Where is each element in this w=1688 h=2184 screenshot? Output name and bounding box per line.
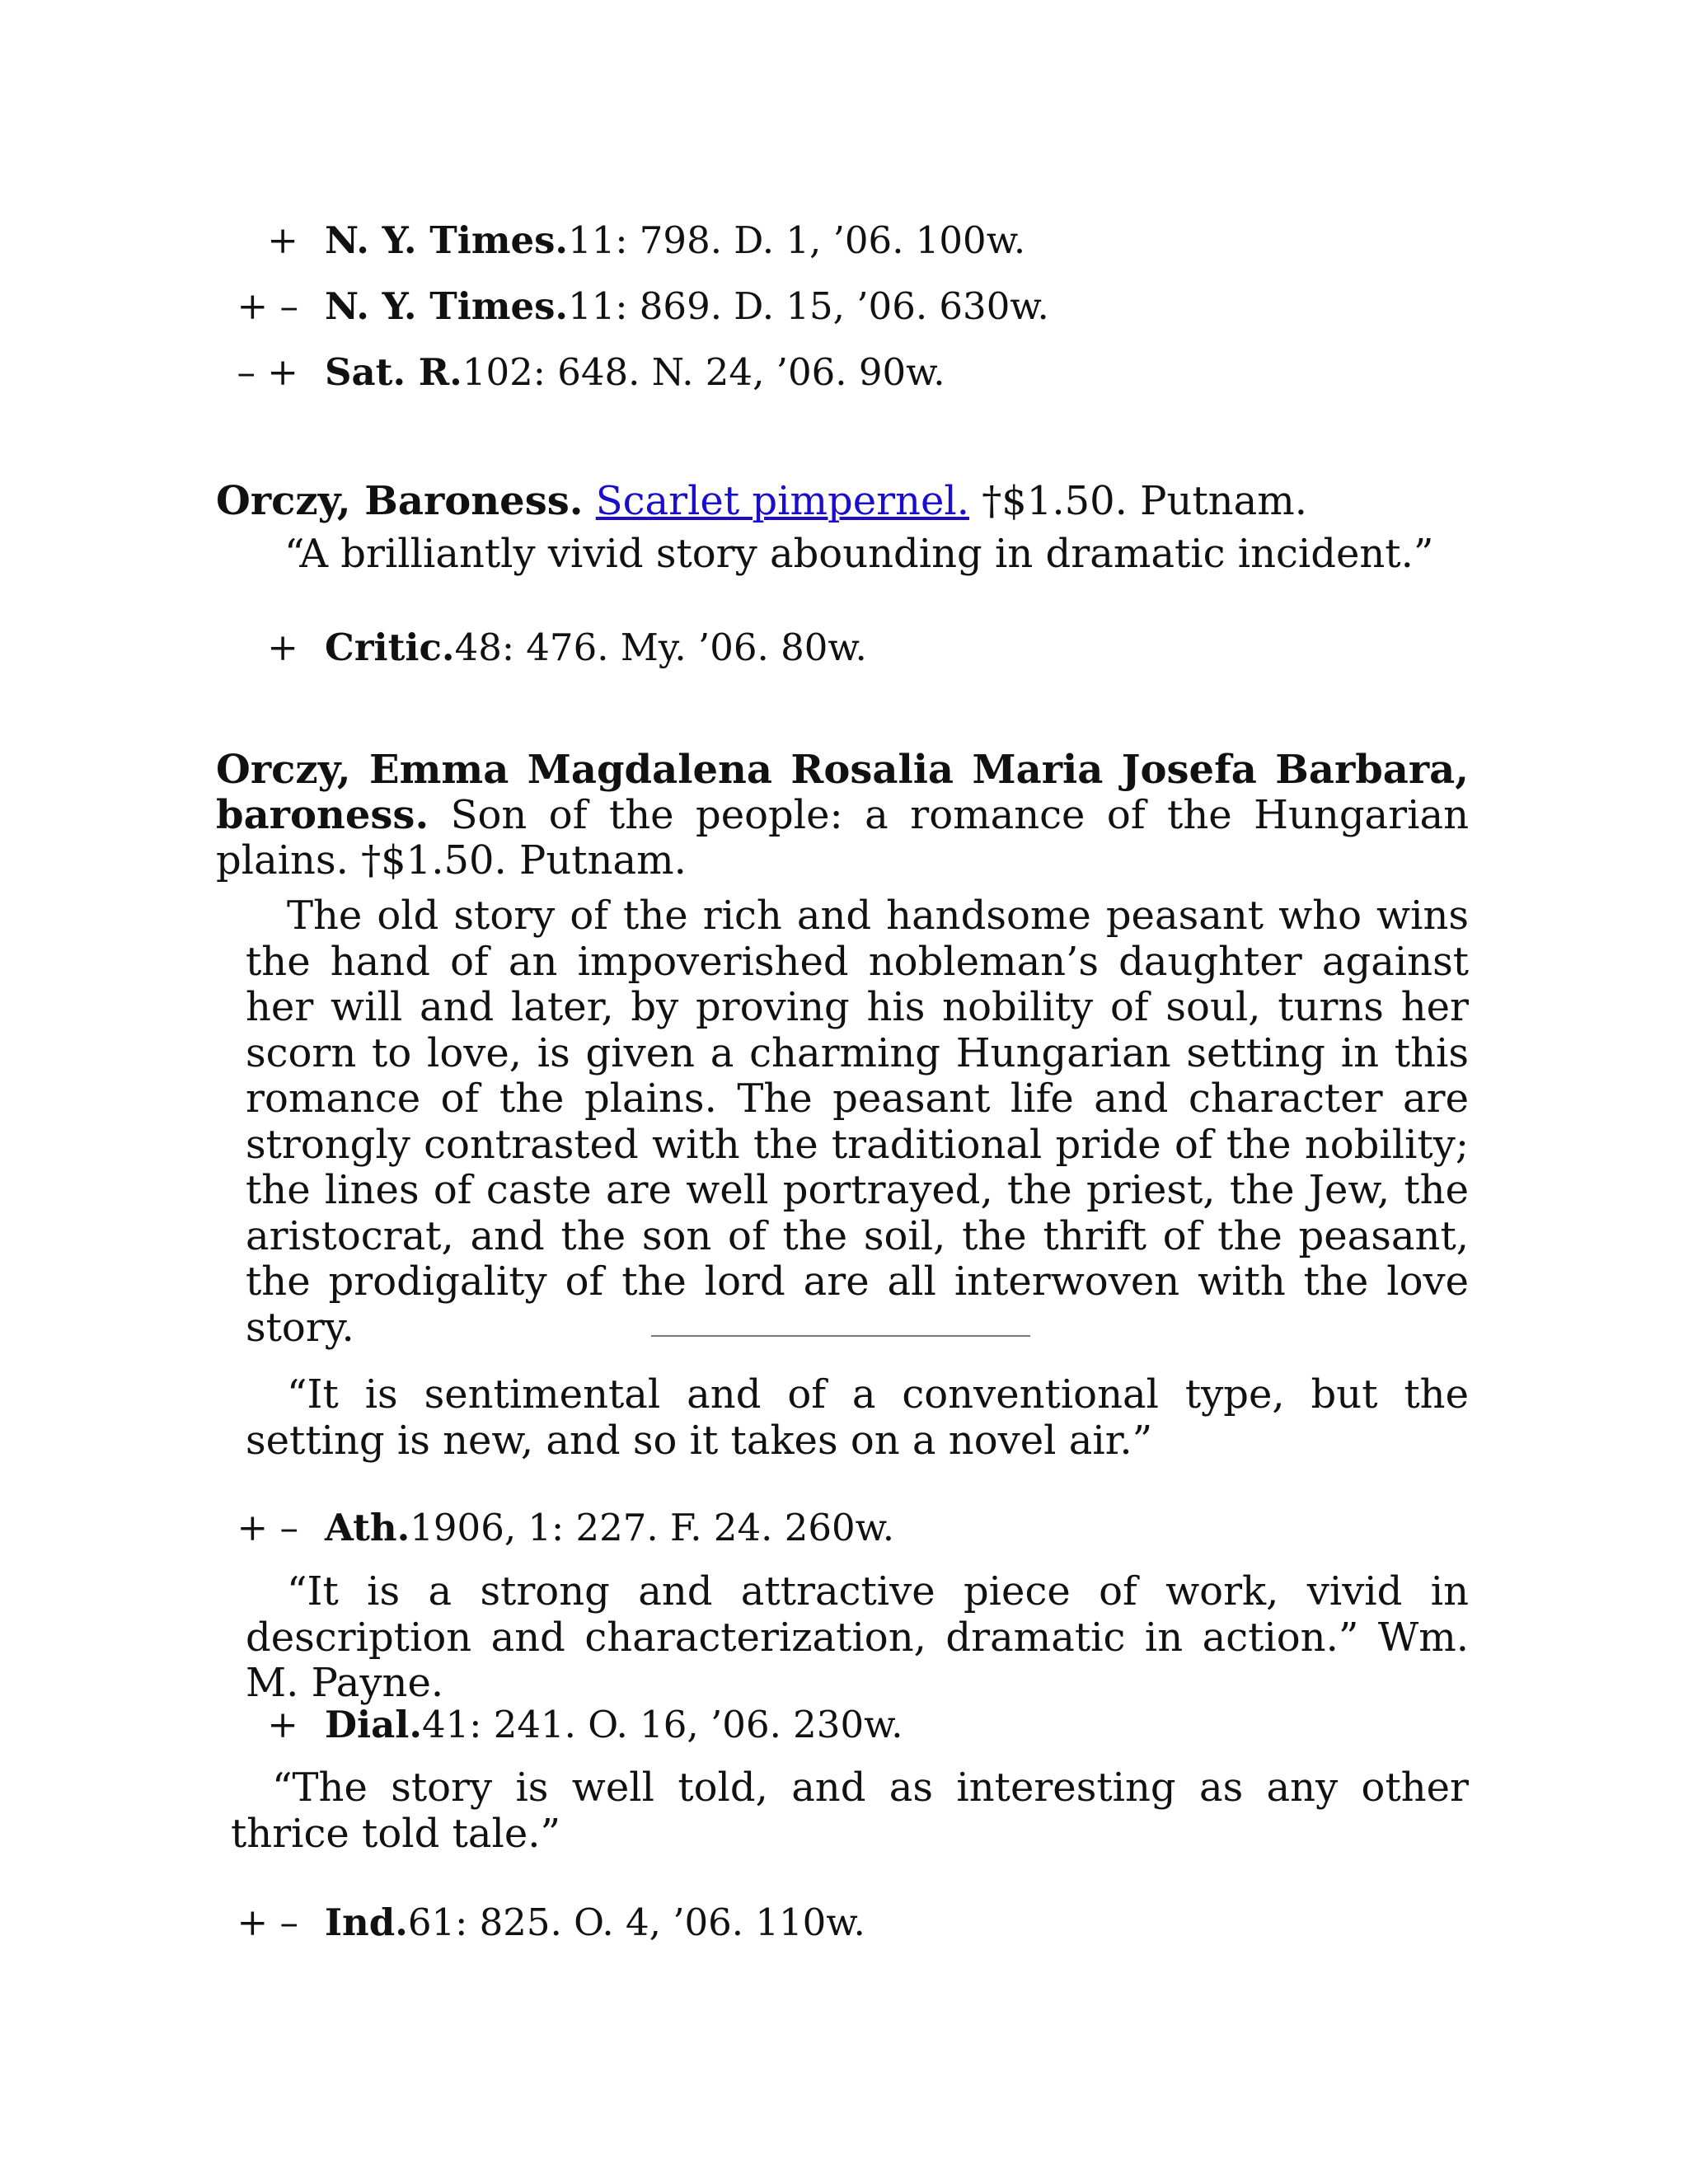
review-mark: + [267, 218, 298, 262]
title-price-publisher: Son of the people: a romance of the Hungarian plains. †$1.50. Putnam. [216, 792, 1469, 883]
review-quote: “It is a strong and attractive piece of work, vivid in description and characterization, dramatic in action.” Wm. M. Payne. [246, 1568, 1469, 1706]
entry-heading-scarlet-pimpernel [216, 478, 1469, 524]
summary-paragraph: The old story of the rich and handsome peasant who wins the hand of an impoverished nobleman’s daughter against her will and later, by proving his nobility of soul, turns her scorn to love, is given a charming Hungarian setting in this romance of the plains. The peasant life and character are strongly contrasted with the traditional pride of the nobility; the lines of caste are well portrayed, the priest, the Jew, the aristocrat, and the son of the soil, the thrift of the peasant, the prodigality of the lord are all interwoven with the love story. [246, 893, 1469, 1351]
entry-heading-son-of-the-people [216, 748, 1469, 883]
review-line [216, 1692, 903, 1758]
review-line [216, 274, 1049, 340]
book-title-link[interactable]: Scarlet pimpernel. [595, 478, 969, 524]
review-mark: + – [237, 284, 298, 328]
review-quote: “A brilliantly vivid story abounding in dramatic incident.” [284, 531, 1434, 577]
review-line [216, 1495, 894, 1561]
review-citation: 11: 869. D. 15, ’06. 630w. [568, 284, 1049, 328]
review-source: N. Y. Times. [325, 218, 569, 262]
review-source: Critic. [325, 626, 455, 669]
author-name: Orczy, Emma Magdalena Rosalia Maria Josefa Barbara, baroness. [216, 747, 1469, 838]
review-line [216, 615, 867, 681]
review-quote: “It is sentimental and of a conventional type, but the setting is new, and so it takes on a novel air.” [246, 1371, 1469, 1464]
review-mark: + [267, 626, 298, 669]
author-name: Orczy, Baroness. [216, 478, 584, 524]
review-source: Ath. [325, 1506, 410, 1549]
review-mark: + – [237, 1506, 298, 1549]
review-citation: 48: 476. My. ’06. 80w. [454, 626, 867, 669]
section-divider [651, 1335, 1030, 1337]
review-citation: 41: 241. O. 16, ’06. 230w. [422, 1703, 903, 1746]
review-line [216, 340, 945, 405]
review-citation: 11: 798. D. 1, ’06. 100w. [568, 218, 1026, 262]
review-citation: 102: 648. N. 24, ’06. 90w. [462, 350, 945, 394]
review-citation: 1906, 1: 227. F. 24. 260w. [410, 1506, 895, 1549]
review-citation: 61: 825. O. 4, ’06. 110w. [407, 1900, 865, 1944]
review-source: Dial. [325, 1703, 423, 1746]
review-source: N. Y. Times. [325, 284, 569, 328]
review-mark: – + [237, 350, 298, 394]
review-line [216, 208, 1025, 274]
price-publisher: †$1.50. Putnam. [968, 478, 1307, 524]
review-line [216, 1890, 865, 1956]
review-source: Sat. R. [325, 350, 462, 394]
review-mark: + – [237, 1900, 298, 1944]
review-source: Ind. [325, 1900, 408, 1944]
review-quote: “The story is well told, and as interesting as any other thrice told tale.” [231, 1765, 1469, 1857]
review-mark: + [267, 1703, 298, 1746]
